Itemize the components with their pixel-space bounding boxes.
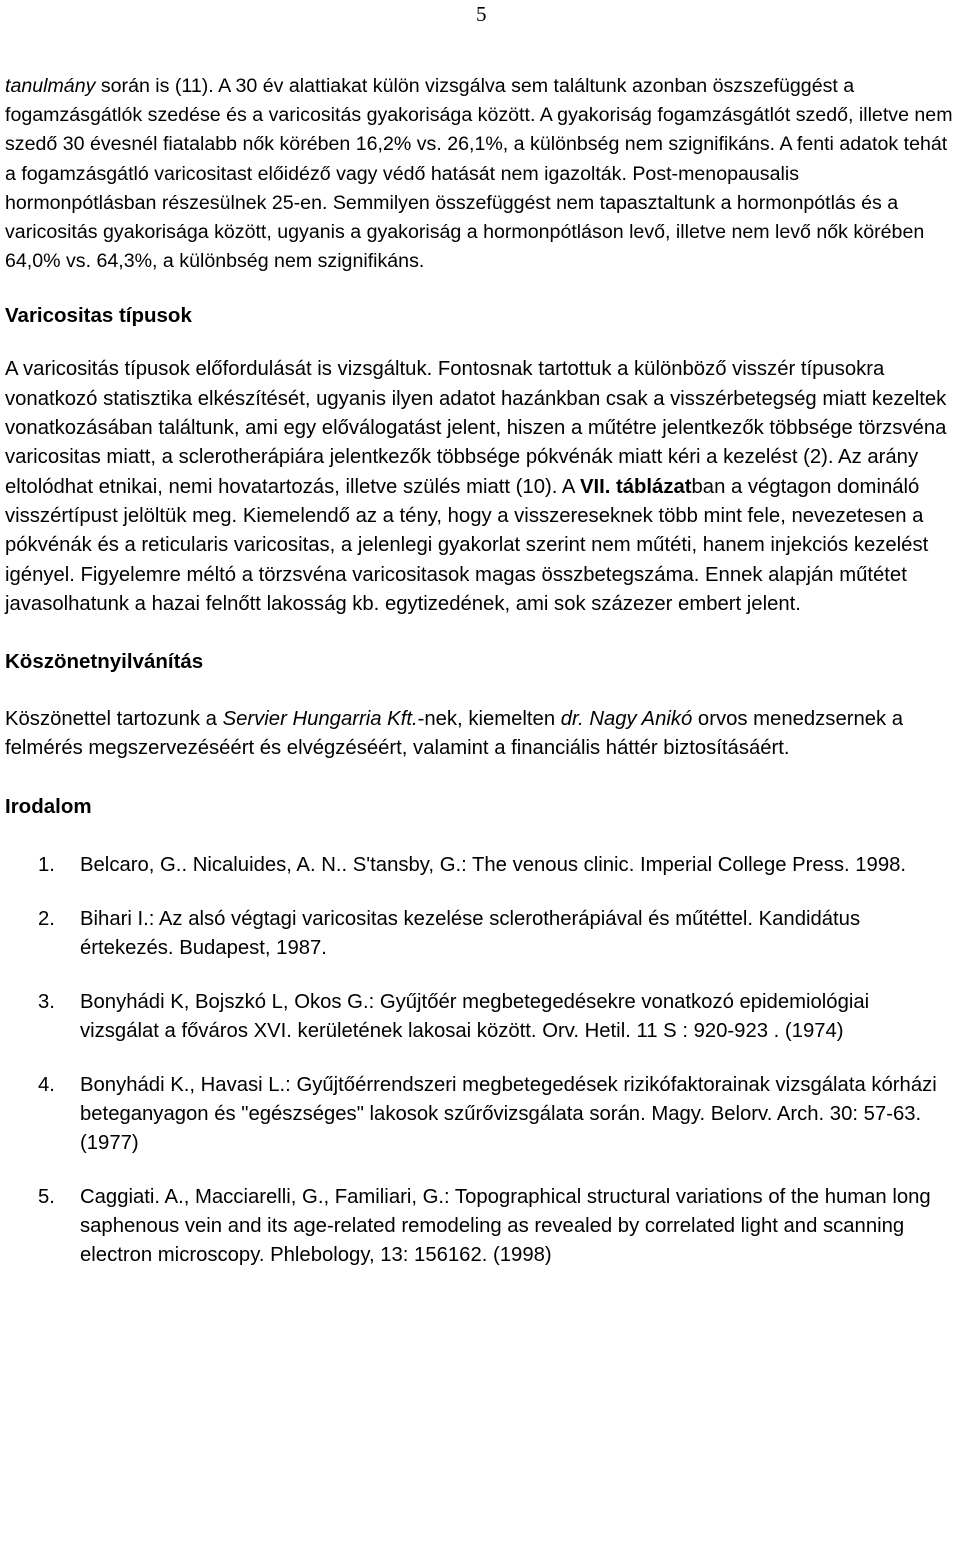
reference-number: 1.: [38, 853, 55, 876]
intro-paragraph: [5, 72, 953, 276]
varicositas-text-1: A varicositás típusok előfordulását is vizsgáltuk. Fontosnak tartottuk a különböző visszér típusokra vonatkozó statisztika elkészítését, ugyanis ilyen adatot hazánkban csak a visszérbetegség miatt kezeltek vonatkozásában találtunk, ami egy előválogatást jelent, hiszen a műtétre jelentkezők többsége törzsvéna varicositas miatt, a sclerotherápiára jelentkezők többsége pókvénák miatt kéri a kezelést (2). Az arány eltolódhat etnikai, nemi hovatartozás, illetve szülés miatt (10). A: [5, 358, 947, 498]
intro-italic-word: tanulmány: [5, 75, 96, 97]
varicositas-text-2: ban a végtagon domináló visszértípust jelöltük meg. Kiemelendő az a tény, hogy a visszereseknek több mint fele, nevezetesen a pókvénák és a reticularis varicositas, a jelenlegi gyakorlat szerint nem műtéti, hanem injekciós kezelést igényel. Figyelemre méltó a törzsvéna varicositasok magas összbetegszáma. Ennek alapján műtétet javasolhatunk a hazai felnőtt lakosság kb. egytizedének, ami sok százezer embert jelent.: [5, 475, 929, 615]
heading-acknowledgements: Köszönetnyilvánítás: [5, 650, 204, 674]
reference-number: 3.: [38, 990, 55, 1013]
ack-text-2: -nek, kiemelten: [417, 708, 561, 731]
reference-text: Bonyhádi K., Havasi L.: Gyűjtőérrendszeri megbetegedések rizikófaktorainak vizsgálata kórházi beteganyagon és "egészséges" lakosok szűrővizsgálata során. Magy. Belorv. Arch. 30: 57-63. (1977): [80, 1073, 937, 1154]
reference-item: [5, 1071, 953, 1158]
reference-text: Bonyhádi K, Bojszkó L, Okos G.: Gyűjtőér megbetegedésekre vonatkozó epidemiológiai vizsgálat a főváros XVI. kerületének lakosai között. Orv. Hetil. 11 S : 920-923 . (1974): [80, 990, 870, 1042]
acknowledgements-paragraph: [5, 705, 953, 764]
table-reference: VII. táblázat: [579, 475, 692, 498]
heading-references: Irodalom: [5, 794, 92, 818]
reference-text: Bihari I.: Az alsó végtagi varicositas kezelése sclerotherápiával és műtéttel. Kandidátus értekezés. Budapest, 1987.: [80, 907, 861, 959]
intro-text: során is (11). A 30 év alattiakat külön vizsgálva sem találtunk azonban öszszefüggést a fogamzásgátlók szedése és a varicositás gyakorisága között. A gyakoriság fogamzásgátlót szedő, illetve nem szedő 30 évesnél fiatalabb nők körében 16,2% vs. 26,1%, a különbség nem szignifikáns. A fenti adatok tehát a fogamzásgátló varicositast előidéző vagy védő hatását nem igazolták. Post-menopausalis hormonpótlásban részesülnek 25-en. Semmilyen összefüggést nem tapasztaltunk a hormonpótlás és a varicositás gyakorisága között, ugyanis a gyakoriság a hormonpótláson levő, illetve nem levő nők körében 64,0% vs. 64,3%, a különbség nem szignifikáns.: [5, 75, 953, 273]
document-body: [5, 72, 953, 1295]
reference-item: [5, 905, 953, 963]
page-number: 5: [476, 2, 487, 26]
reference-item: [5, 851, 953, 880]
reference-item: [5, 988, 953, 1046]
reference-text: Caggiati. A., Macciarelli, G., Familiari, G.: Topographical structural variations of the human long saphenous vein and its age-related remodeling as revealed by correlated light and scanning electron microscopy. Phlebology, 13: 156162. (1998): [80, 1185, 931, 1266]
ack-company: Servier Hungarria Kft.: [222, 708, 418, 731]
reference-item: [5, 1183, 953, 1270]
varicositas-paragraph: [5, 355, 953, 619]
reference-text: Belcaro, G.. Nicaluides, A. N.. S'tansby, G.: The venous clinic. Imperial College Press. 1998.: [80, 853, 907, 876]
reference-number: 2.: [38, 907, 55, 930]
reference-number: 4.: [38, 1073, 55, 1096]
heading-varicositas-types: Varicositas típusok: [5, 304, 192, 328]
ack-text-3: orvos menedzsernek a felmérés megszervezéséért és elvégzéséért, valamint a financiális háttér biztosításáért.: [5, 708, 904, 760]
reference-number: 5.: [38, 1185, 55, 1208]
ack-text-1: Köszönettel tartozunk a: [5, 708, 223, 731]
reference-list: [5, 851, 953, 1270]
ack-person: dr. Nagy Anikó: [560, 708, 693, 731]
